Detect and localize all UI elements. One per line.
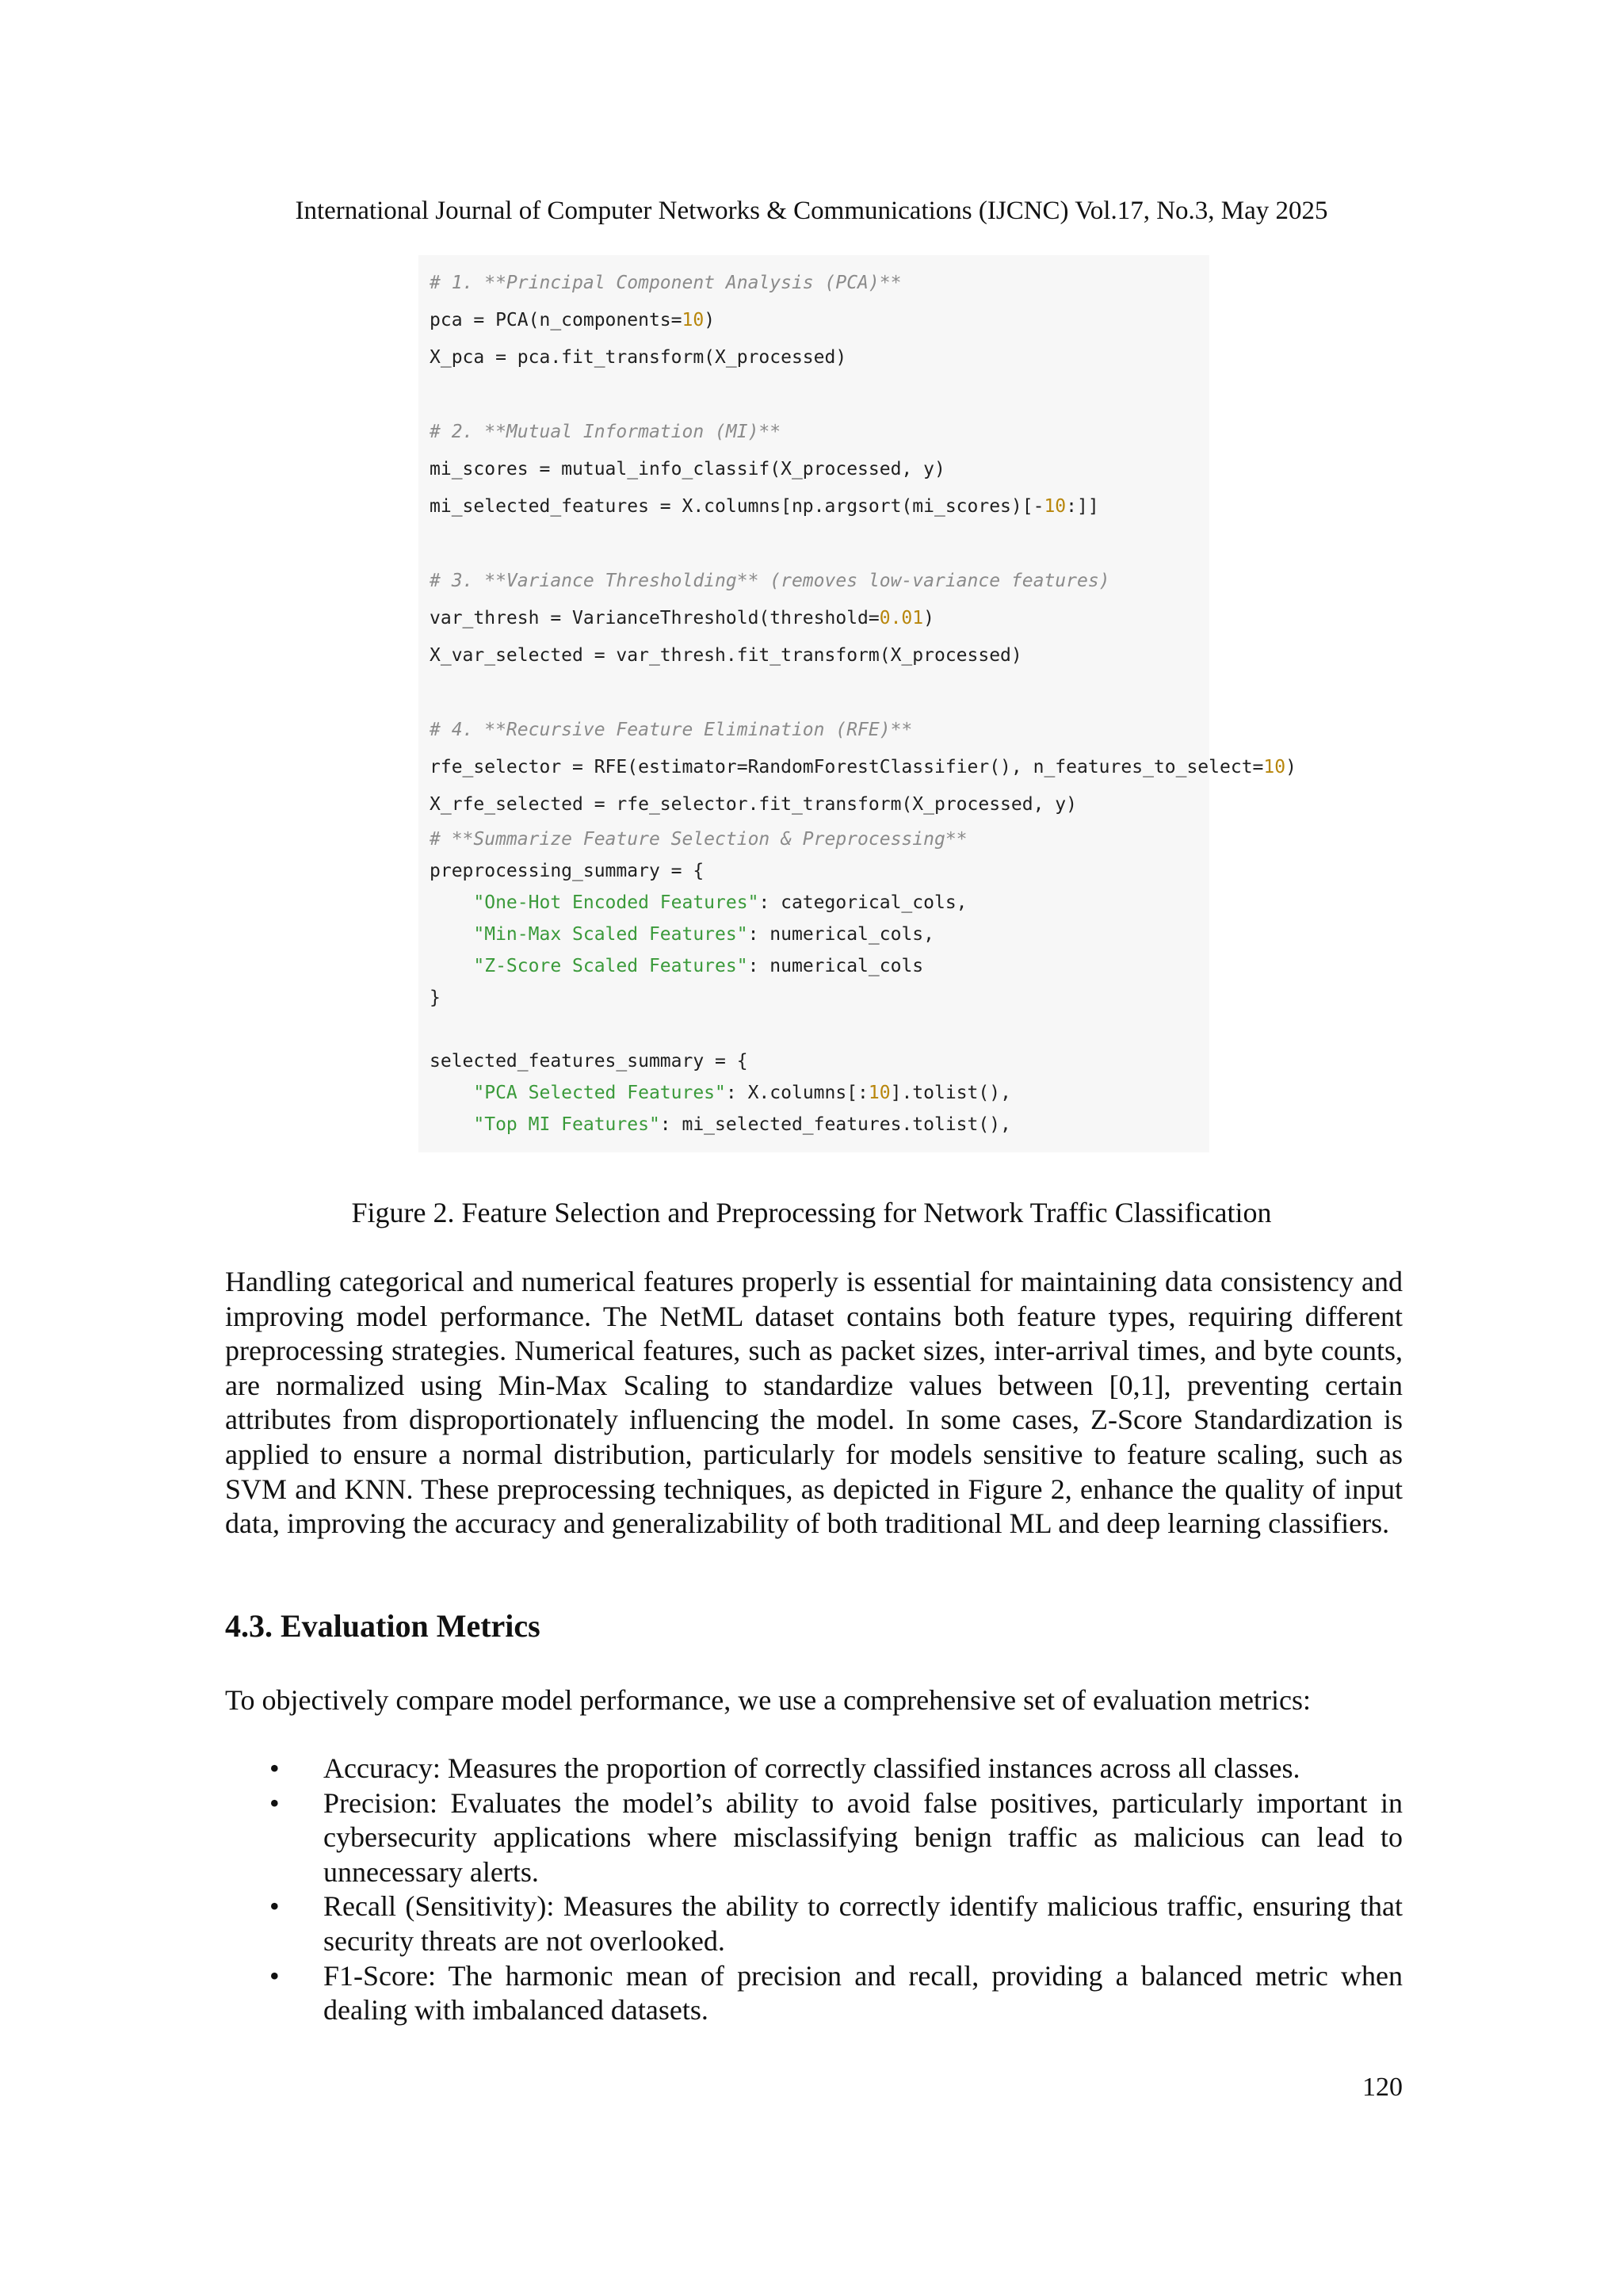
code-blank-line xyxy=(430,376,1209,414)
metrics-list xyxy=(225,1752,1403,2028)
code-line xyxy=(430,823,1209,855)
list-item xyxy=(225,1959,1403,2028)
code-blank-line xyxy=(430,1014,1209,1045)
code-text: : numerical_cols xyxy=(747,956,924,976)
code-number: 10 xyxy=(1263,757,1286,777)
page-number: 120 xyxy=(1362,2073,1403,2102)
code-line: preprocessing_summary = { xyxy=(430,861,705,881)
code-number: 10 xyxy=(1044,496,1067,517)
bullet-icon: • xyxy=(269,1890,280,1923)
body-paragraph: Handling categorical and numerical features properly is essential for maintaining data consistency and improving model performance. The NetML dataset contains both feature types, requiring different preprocessing strategies. Numerical features, such as packet sizes, inter-arrival times, and byte counts, are normalized using Min-Max Scaling to standardize values between [0,1], preventing certain attributes from disproportionately influencing the model. In some cases, Z-Score Standardization is applied to ensure a normal distribution, particularly for models sensitive to feature scaling, such as SVM and KNN. These preprocessing techniques, as depicted in Figure 2, enhance the quality of input data, improving the accuracy and generalizability of both traditional ML and deep learning classifiers. xyxy=(225,1266,1403,1540)
code-text: pca = PCA(n_components= xyxy=(430,310,682,330)
list-item xyxy=(225,1752,1403,1786)
code-string: "Z-Score Scaled Features" xyxy=(473,956,748,976)
body-paragraph: To objectively compare model performance, we use a comprehensive set of evaluation metrics: xyxy=(225,1684,1311,1716)
code-line xyxy=(430,600,1209,637)
code-figure xyxy=(418,255,1296,1152)
code-line xyxy=(430,563,1209,600)
code-line: X_rfe_selected = rfe_selector.fit_transform(X_processed, y) xyxy=(430,794,1077,815)
code-line xyxy=(430,749,1296,786)
list-item xyxy=(225,1889,1403,1958)
code-line xyxy=(430,1077,1209,1109)
code-comment: # 3. **Variance Thresholding** (removes low-variance features) xyxy=(430,571,1110,591)
list-item-text: Precision: Evaluates the model’s ability to avoid false positives, particularly important in cybersecurity applications where misclassifying benign traffic as malicious can lead to unnecessary alerts. xyxy=(323,1786,1403,1888)
journal-header: International Journal of Computer Networks & Communications (IJCNC) Vol.17, No.3, May 2025 xyxy=(295,197,1328,225)
code-line: } xyxy=(430,988,441,1008)
code-text: : X.columns[: xyxy=(725,1083,869,1103)
code-text: ) xyxy=(1285,757,1296,777)
list-item-text: Accuracy: Measures the proportion of correctly classified instances across all classes. xyxy=(323,1752,1300,1784)
code-line xyxy=(430,488,1209,525)
figure-caption: Figure 2. Feature Selection and Preprocessing for Network Traffic Classification xyxy=(351,1197,1272,1228)
code-text: :]] xyxy=(1066,496,1099,517)
code-string: "PCA Selected Features" xyxy=(473,1083,726,1103)
list-item-text: F1-Score: The harmonic mean of precision and recall, providing a balanced metric when dealing with imbalanced datasets. xyxy=(323,1959,1403,2027)
code-text: rfe_selector = RFE(estimator=RandomForestClassifier(), n_features_to_select= xyxy=(430,757,1264,777)
code-text: var_thresh = VarianceThreshold(threshold= xyxy=(430,608,880,628)
code-line xyxy=(430,414,1209,451)
code-comment: # **Summarize Feature Selection & Preprocessing** xyxy=(430,829,968,850)
code-text: ) xyxy=(704,310,716,330)
code-line: X_var_selected = var_thresh.fit_transform(X_processed) xyxy=(430,645,1022,666)
code-text: mi_selected_features = X.columns[np.argsort(mi_scores)[- xyxy=(430,496,1044,517)
code-line xyxy=(430,302,1209,339)
code-comment: # 1. **Principal Component Analysis (PCA)** xyxy=(430,273,902,293)
code-string: "Min-Max Scaled Features" xyxy=(473,924,748,945)
code-text: ].tolist(), xyxy=(890,1083,1011,1103)
code-blank-line xyxy=(430,525,1209,563)
code-line xyxy=(430,1109,1209,1140)
code-text: : numerical_cols, xyxy=(747,924,934,945)
code-number: 10 xyxy=(868,1083,891,1103)
code-line: X_pca = pca.fit_transform(X_processed) xyxy=(430,347,847,368)
bullet-icon: • xyxy=(269,1786,280,1819)
code-string: "One-Hot Encoded Features" xyxy=(473,892,759,913)
code-line xyxy=(430,712,1209,749)
code-line: selected_features_summary = { xyxy=(430,1051,748,1072)
code-comment: # 2. **Mutual Information (MI)** xyxy=(430,422,781,442)
section-heading: 4.3. Evaluation Metrics xyxy=(225,1608,540,1644)
code-line xyxy=(430,887,1209,919)
code-string: "Top MI Features" xyxy=(473,1114,660,1135)
code-line xyxy=(430,950,1209,982)
code-number: 10 xyxy=(682,310,705,330)
list-item-text: Recall (Sensitivity): Measures the ability to correctly identify malicious traffic, ensuring that security threats are not overlooked. xyxy=(323,1890,1403,1957)
code-number: 0.01 xyxy=(879,608,924,628)
bullet-icon: • xyxy=(269,1752,280,1784)
code-line xyxy=(430,265,1209,302)
code-text: ) xyxy=(923,608,934,628)
code-comment: # 4. **Recursive Feature Elimination (RFE)** xyxy=(430,720,913,740)
code-text: : categorical_cols, xyxy=(758,892,968,913)
code-blank-line xyxy=(430,674,1209,712)
bullet-icon: • xyxy=(269,1959,280,1992)
code-line: mi_scores = mutual_info_classif(X_processed, y) xyxy=(430,459,945,479)
list-item xyxy=(225,1786,1403,1890)
code-text: : mi_selected_features.tolist(), xyxy=(659,1114,1011,1135)
code-line xyxy=(430,919,1209,950)
